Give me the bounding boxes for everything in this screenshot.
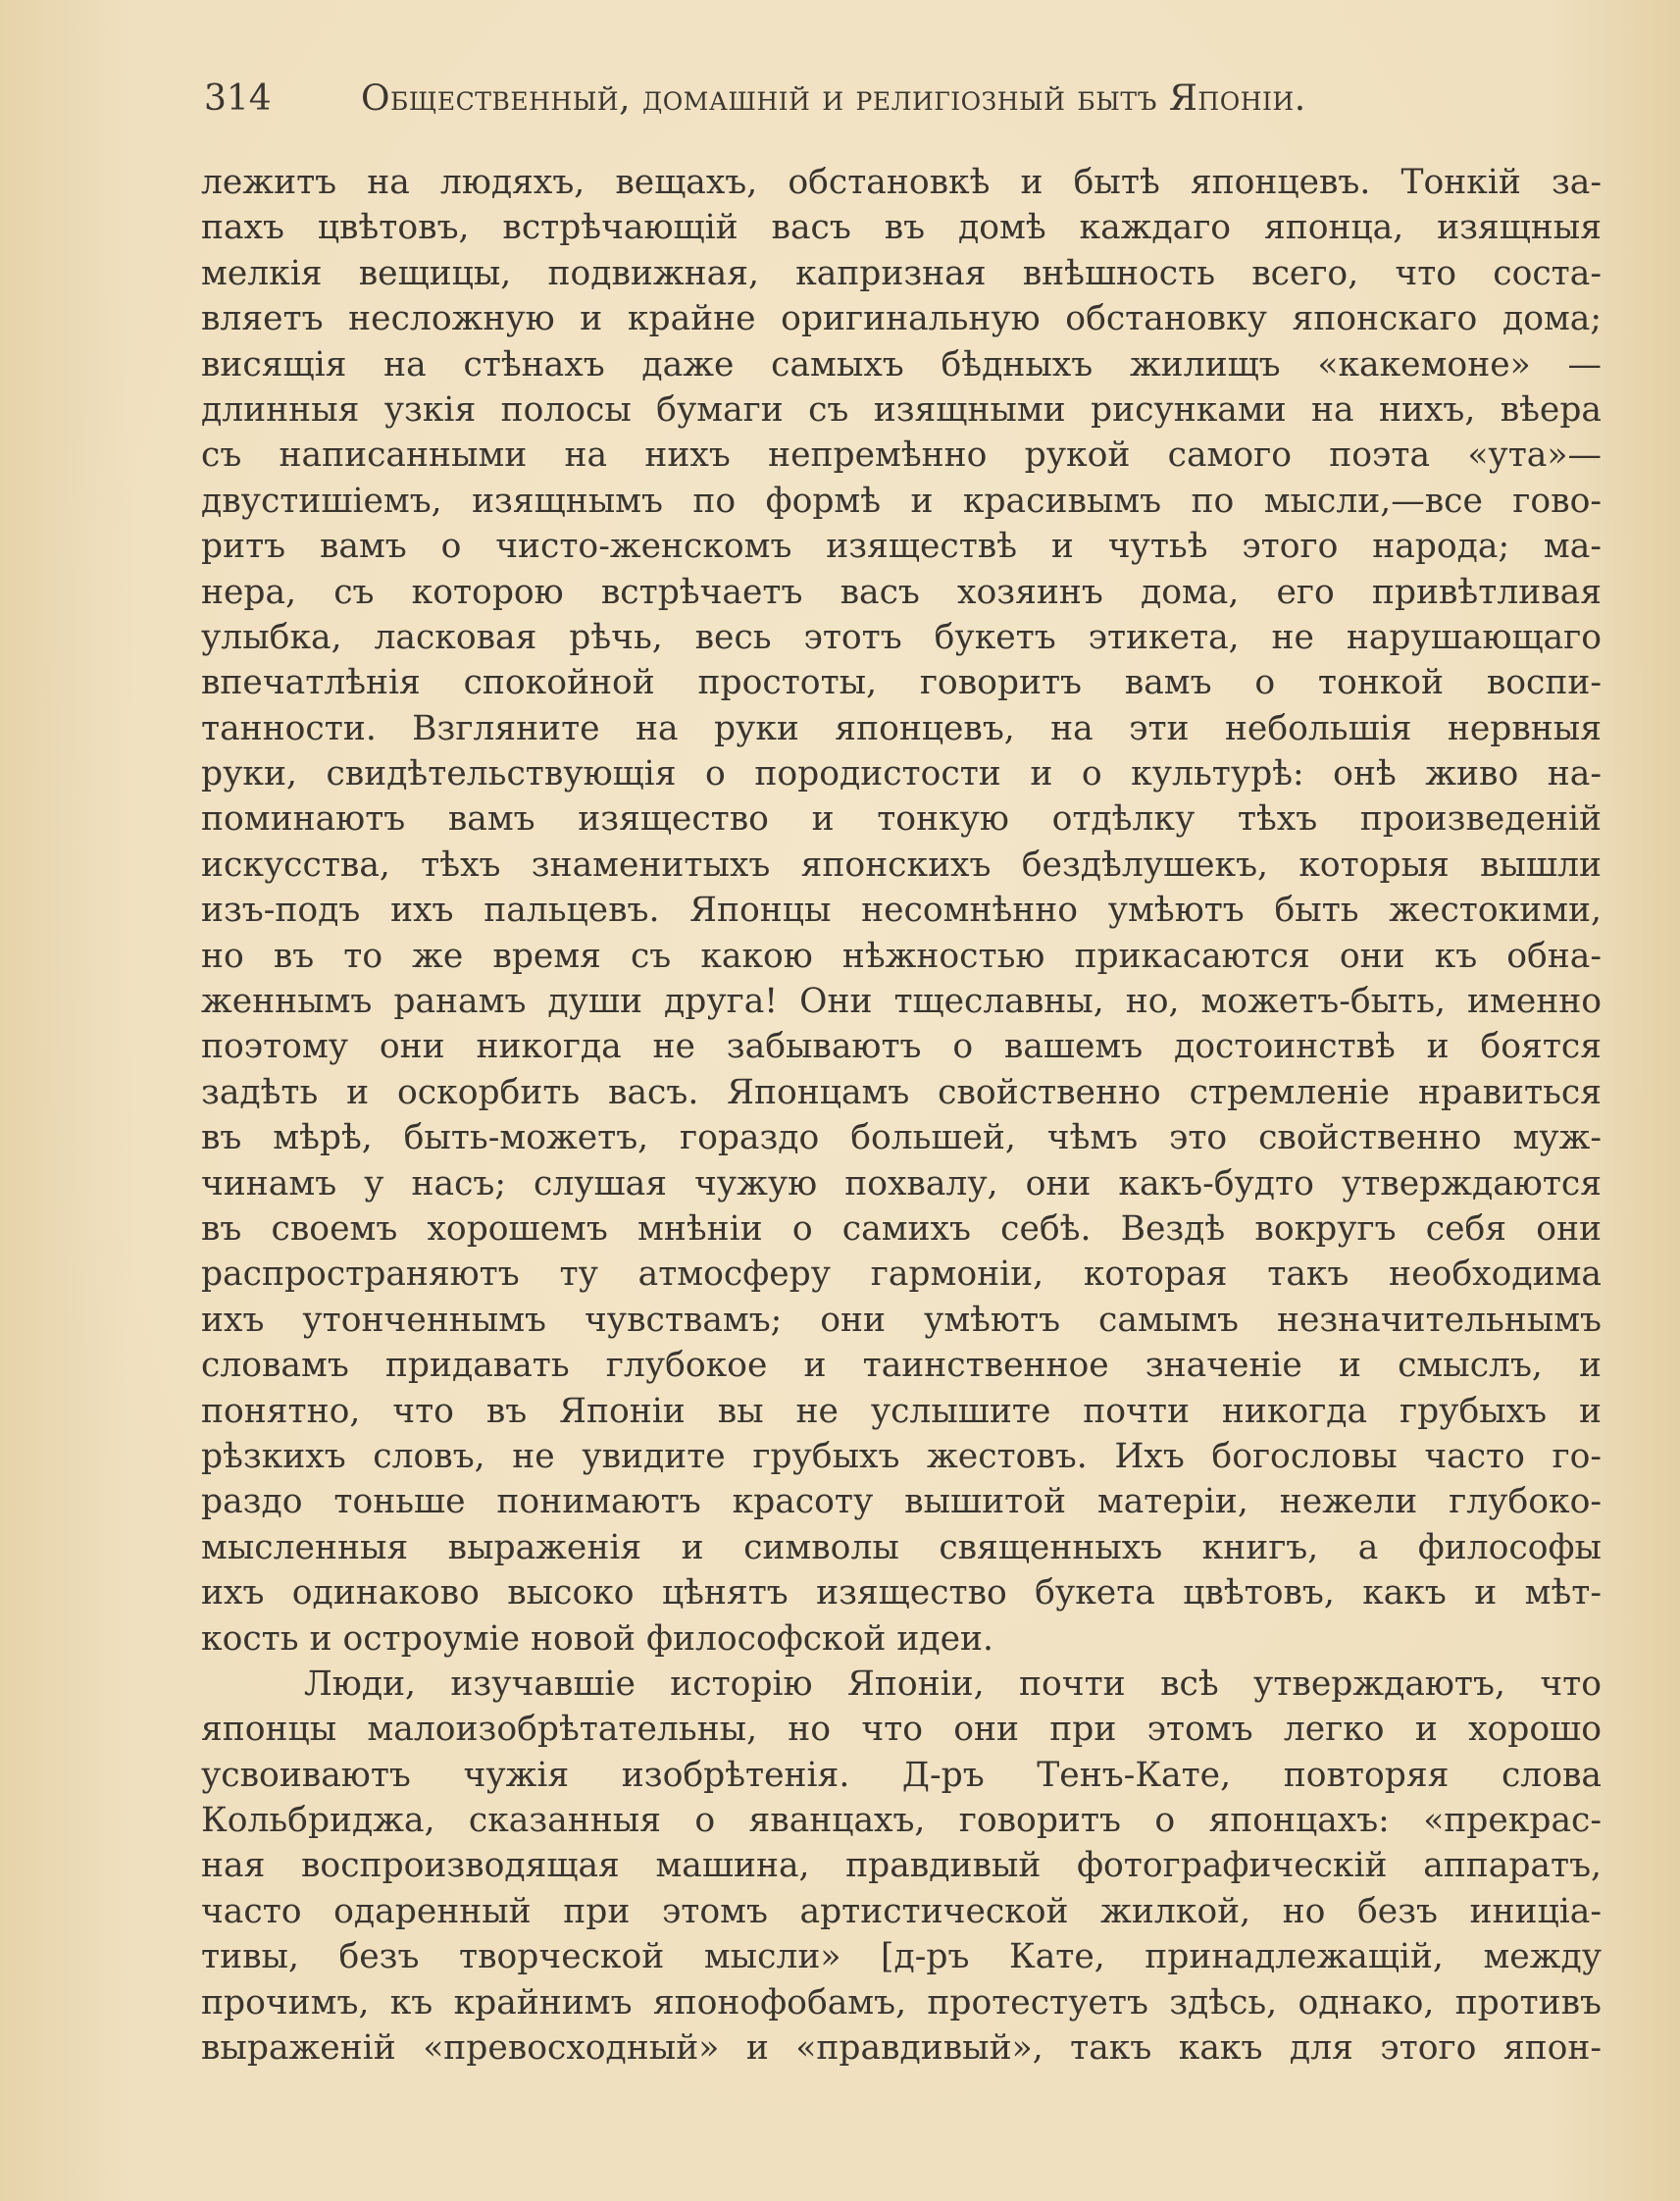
text-line: лежитъ на людяхъ, вещахъ, обстановкѣ и бытѣ японцевъ. Тонкій за- bbox=[201, 163, 1602, 202]
text-line: выраженій «превосходный» и «правдивый», такъ какъ для этого япон- bbox=[201, 2028, 1602, 2069]
text-line: улыбка, ласковая рѣчь, весь этотъ букетъ этикета, не нарушающаго bbox=[201, 617, 1602, 657]
text-line: висящія на стѣнахъ даже самыхъ бѣдныхъ жилищъ «какемоне» — bbox=[201, 344, 1602, 384]
text-line: словамъ придавать глубокое и таинственное значеніе и смыслъ, и bbox=[201, 1346, 1602, 1386]
text-line: но въ то же время съ какою нѣжностью прикасаются они къ обна- bbox=[201, 936, 1602, 976]
text-line: ритъ вамъ о чисто-женскомъ изяществѣ и чутьѣ этого народа; ма- bbox=[201, 527, 1602, 567]
text-line: чинамъ у насъ; слушая чужую похвалу, они какъ-будто утверждаются bbox=[201, 1163, 1602, 1203]
text-line: руки, свидѣтельствующія о породистости и о культурѣ: онѣ живо на- bbox=[201, 754, 1602, 794]
text-line: пахъ цвѣтовъ, встрѣчающій васъ въ домѣ каждаго японца, изящныя bbox=[201, 208, 1602, 248]
text-line: изъ-подъ ихъ пальцевъ. Японцы несомнѣнно умѣютъ быть жестокими, bbox=[201, 891, 1602, 931]
paragraph-start-line: Люди, изучавшіе исторію Японіи, почти всѣ утверждаютъ, что bbox=[304, 1664, 1602, 1704]
page-header bbox=[204, 78, 1459, 137]
paragraph-end-line: кость и остроуміе новой философской идеи. bbox=[201, 1618, 993, 1659]
text-line: въ своемъ хорошемъ мнѣніи о самихъ себѣ. Вездѣ вокругъ себя они bbox=[201, 1208, 1602, 1249]
text-line: понятно, что въ Японіи вы не услышите почти никогда грубыхъ и bbox=[201, 1391, 1602, 1431]
text-line: поэтому они никогда не забываютъ о вашемъ достоинствѣ и боятся bbox=[201, 1027, 1602, 1067]
text-line: Кольбриджа, сказанныя о яванцахъ, говоритъ о японцахъ: «прекрас- bbox=[201, 1801, 1602, 1841]
running-title: Общественный, домашній и религіозный бытъ Японіи. bbox=[361, 78, 1306, 119]
text-line: задѣть и оскорбить васъ. Японцамъ свойственно стремленіе нравиться bbox=[201, 1072, 1602, 1112]
text-line: японцы малоизобрѣтательны, но что они при этомъ легко и хорошо bbox=[201, 1710, 1602, 1750]
text-line: раздо тоньше понимаютъ красоту вышитой матеріи, нежели глубоко- bbox=[201, 1482, 1602, 1522]
text-line: ная воспроизводящая машина, правдивый фотографическій аппаратъ, bbox=[201, 1846, 1602, 1886]
text-line: искусства, тѣхъ знаменитыхъ японскихъ бездѣлушекъ, которыя вышли bbox=[201, 845, 1602, 885]
text-line: усвоиваютъ чужія изобрѣтенія. Д-ръ Тенъ-Кате, повторяя слова bbox=[201, 1755, 1602, 1795]
text-line: часто одаренный при этомъ артистической жилкой, но безъ иниціа- bbox=[201, 1891, 1602, 1931]
page-number: 314 bbox=[204, 78, 272, 119]
text-line: распространяютъ ту атмосферу гармоніи, которая такъ необходима bbox=[201, 1254, 1602, 1295]
body-text bbox=[201, 160, 1602, 2071]
text-line: двустишіемъ, изящнымъ по формѣ и красивымъ по мысли,—все гово- bbox=[201, 481, 1602, 521]
text-line: поминаютъ вамъ изящество и тонкую отдѣлку тѣхъ произведеній bbox=[201, 799, 1602, 840]
text-line: ихъ одинаково высоко цѣнятъ изящество букета цвѣтовъ, какъ и мѣт- bbox=[201, 1573, 1602, 1613]
text-line: ихъ утонченнымъ чувствамъ; они умѣютъ самымъ незначительнымъ bbox=[201, 1300, 1602, 1340]
text-line: рѣзкихъ словъ, не увидите грубыхъ жестовъ. Ихъ богословы часто го- bbox=[201, 1436, 1602, 1476]
text-line: впечатлѣнія спокойной простоты, говоритъ вамъ о тонкой воспи- bbox=[201, 663, 1602, 703]
text-line: тивы, безъ творческой мысли» [д-ръ Кате, принадлежащій, между bbox=[201, 1937, 1602, 1977]
text-line: женнымъ ранамъ души друга! Они тщеславны, но, можетъ-быть, именно bbox=[201, 982, 1602, 1022]
text-line: длинныя узкія полосы бумаги съ изящными рисунками на нихъ, вѣера bbox=[201, 389, 1602, 430]
text-line: танности. Взгляните на руки японцевъ, на эти небольшія нервныя bbox=[201, 708, 1602, 748]
text-line: вляетъ несложную и крайне оригинальную обстановку японскаго дома; bbox=[201, 299, 1602, 339]
text-line: прочимъ, къ крайнимъ японофобамъ, протестуетъ здѣсь, однако, противъ bbox=[201, 1982, 1602, 2022]
text-line: мелкія вещицы, подвижная, капризная внѣшность всего, что соста- bbox=[201, 253, 1602, 293]
text-line: мысленныя выраженія и символы священныхъ книгъ, а философы bbox=[201, 1527, 1602, 1567]
text-line: въ мѣрѣ, быть-можетъ, гораздо большей, чѣмъ это свойственно муж- bbox=[201, 1118, 1602, 1158]
text-line: съ написанными на нихъ непремѣнно рукой самого поэта «ута»— bbox=[201, 435, 1602, 476]
text-line: нера, съ которою встрѣчаетъ васъ хозяинъ дома, его привѣтливая bbox=[201, 572, 1602, 612]
